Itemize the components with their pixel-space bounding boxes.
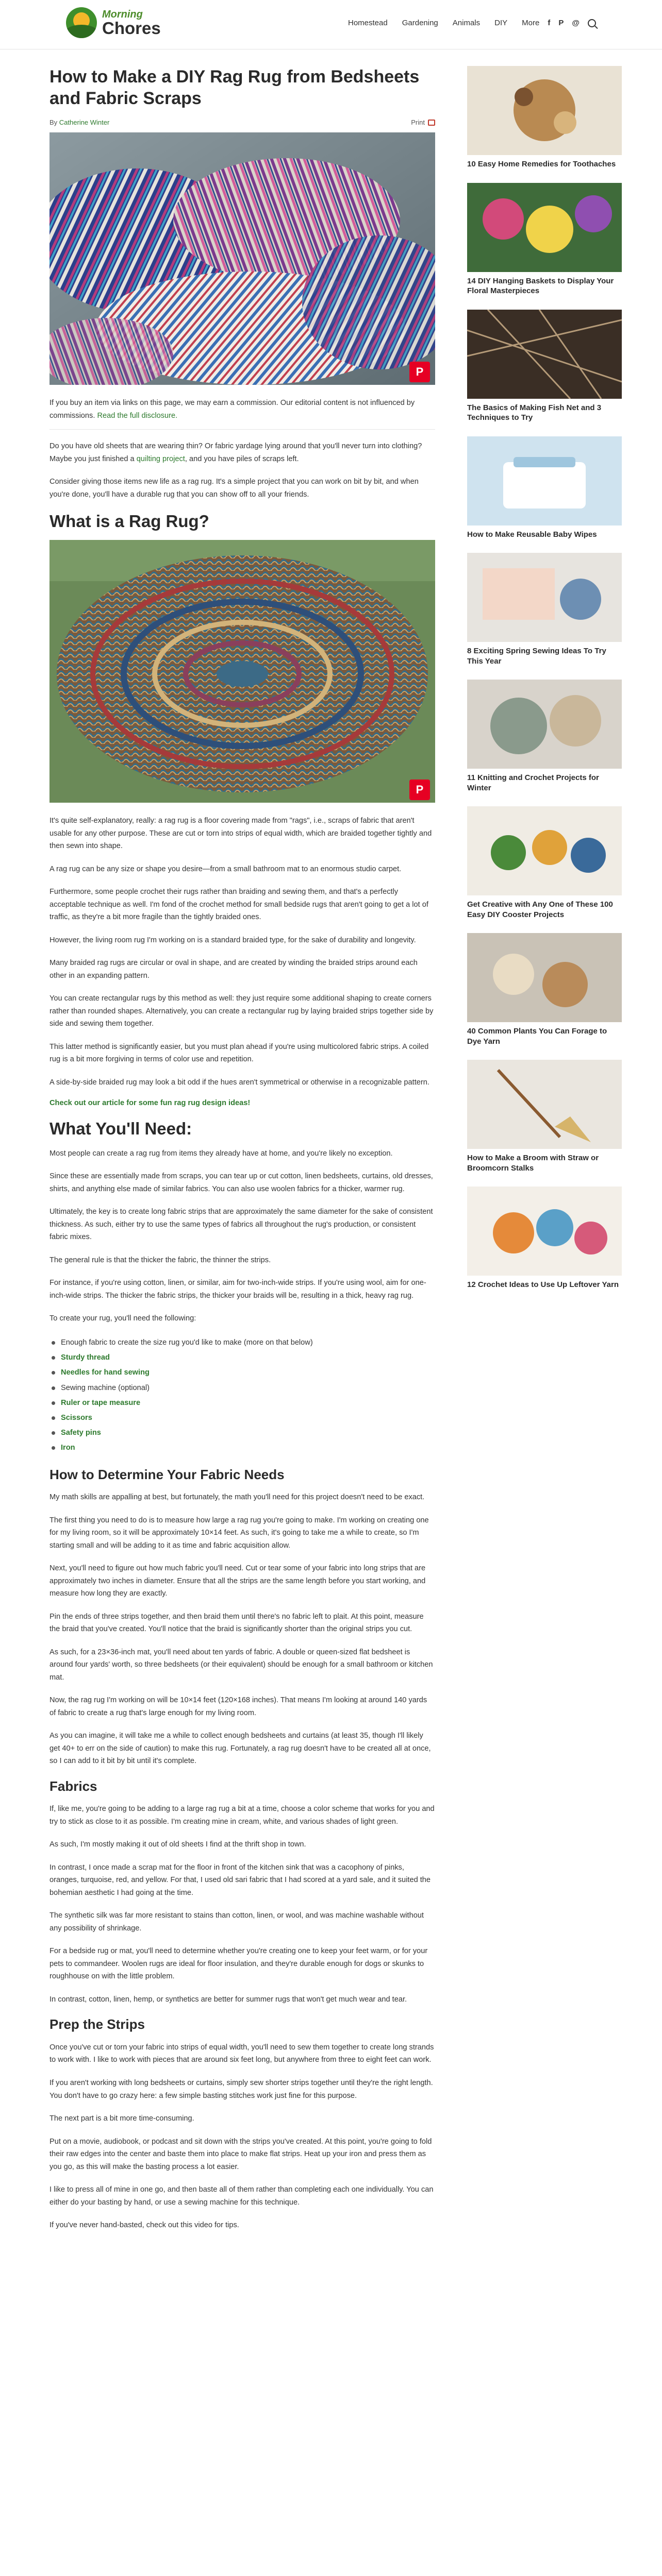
prep-paragraph: If you've never hand-basted, check out this video for tips. (49, 2221, 239, 2230)
needles-link[interactable]: Needles for hand sewing (61, 1368, 150, 1377)
rolled-rugs-photo (49, 132, 435, 385)
materials-list (49, 1335, 435, 1456)
card-thumbnail (467, 1187, 622, 1276)
print-label: Print (411, 118, 425, 127)
nav-diy[interactable]: DIY (494, 19, 508, 27)
main-nav (334, 19, 596, 27)
card-title: How to Make a Broom with Straw or Broomcorn Stalks (467, 1154, 599, 1173)
hero-image (49, 132, 435, 387)
card-thumbnail (467, 680, 622, 769)
sidebar-card[interactable] (467, 1187, 622, 1290)
what-paragraph: This latter method is significantly easier, but you must plan ahead if you're using multicolored fabric strips. A coiled rug is a bit more forgiving in terms of color use and repetition. (49, 1042, 429, 1064)
need-paragraph: Most people can create a rag rug from items they already have at home, and you're likely no exception. (49, 1149, 393, 1158)
card-title: 40 Common Plants You Can Forage to Dye Yarn (467, 1027, 607, 1046)
article (49, 66, 435, 2242)
card-title: The Basics of Making Fish Net and 3 Techniques to Try (467, 403, 602, 422)
card-thumbnail (467, 553, 622, 642)
sidebar-card[interactable] (467, 436, 622, 540)
card-title: 10 Easy Home Remedies for Toothaches (467, 160, 616, 168)
prep-paragraph: I like to press all of mine in one go, and then baste all of them rather than completing each one individually. You can either do your basting by hand, or use a sewing machine for this technique. (49, 2185, 434, 2207)
card-thumbnail (467, 933, 622, 1022)
determine-paragraph: Pin the ends of three strips together, and then braid them until there's no fabric left to plait. At this point, measure the braid that you've created. You'll notice that the braid is significantly shorter than the original strips you cut. (49, 1612, 424, 1634)
sidebar (467, 66, 622, 1303)
card-title: Get Creative with Any One of These 100 Easy DIY Cooster Projects (467, 900, 613, 919)
prep-paragraph: Put on a movie, audiobook, or podcast and sit down with the strips you've created. At this point, you're going to fold their raw edges into the center and baste them into place to make flat strips. Heat up your iron and press them as you go, as this will make the basting process a lot easier. (49, 2137, 432, 2171)
card-thumbnail (467, 1060, 622, 1149)
sidebar-card[interactable] (467, 1060, 622, 1173)
card-thumbnail (467, 436, 622, 526)
card-title: 12 Crochet Ideas to Use Up Leftover Yarn (467, 1280, 619, 1289)
heading-what-is-rag-rug: What is a Rag Rug? (49, 512, 209, 531)
determine-paragraph: The first thing you need to do is to measure how large a rag rug you're going to make. I'm working on creating one for my living room, so it will be approximately 10×14 feet. As such, it's going to take me a while to create, so I'm starting small and will be adding to it as time and fabric acquisition allow. (49, 1516, 429, 1550)
byline (49, 118, 435, 126)
fabrics-paragraph: In contrast, I once made a scrap mat for the floor in front of the kitchen sink that was a cacophony of pinks, oranges, turquoise, red, and yellow. For that, I used old sari fabric that I had scored at a yard sale, and it suited the bohemian aesthetic I had going at the time. (49, 1863, 431, 1897)
article-title: How to Make a DIY Rag Rug from Bedsheets and Fabric Scraps (49, 67, 420, 109)
sidebar-card[interactable] (467, 933, 622, 1046)
author-link[interactable]: Catherine Winter (59, 118, 110, 127)
what-paragraph: A rag rug can be any size or shape you desire—from a small bathroom mat to an enormous studio carpet. (49, 865, 402, 873)
heading-fabric-needs: How to Determine Your Fabric Needs (49, 1466, 285, 1482)
sidebar-card[interactable] (467, 806, 622, 920)
determine-paragraph: Now, the rag rug I'm working on will be 10×14 feet (120×168 inches). That means I'm looking at around 140 yards of fabric to create a rug that's large enough for my living room. (49, 1696, 427, 1717)
determine-paragraph: As you can imagine, it will take me a while to collect enough bedsheets and curtains (at least 35, though I'll likely get 40+ to err on the side of caution) to make this rug. Fortunately, a rag rug doesn't have to be created all at once, so I can add to it bit by bit until it's complete. (49, 1732, 431, 1766)
rag-rug-image (49, 540, 435, 805)
need-paragraph: The general rule is that the thicker the fabric, the thinner the strips. (49, 1256, 271, 1264)
intro-paragraph-1: Do you have old sheets that are wearing thin? Or fabric yardage lying around that you'll never turn into clothing? Maybe you just finished a quilting project, and you have piles of scraps left. (49, 442, 422, 463)
card-title: How to Make Reusable Baby Wipes (467, 530, 597, 539)
fabrics-paragraph: For a bedside rug or mat, you'll need to determine whether you're creating one to keep your feet warm, or for your pets to commandeer. Woolen rugs are ideal for floor insulation, and they're durable enough for dogs or skunks to roughhouse on with the little problem. (49, 1947, 428, 1981)
intro-paragraph-2: Consider giving those items new life as a rag rug. It's a simple project that you can work on bit by bit, and when you're done, you'll have a durable rug that you can show off to all your friends. (49, 478, 419, 499)
nav-gardening[interactable]: Gardening (402, 19, 438, 27)
list-item: Enough fabric to create the size rug you'd like to make (more on that below) (49, 1335, 435, 1350)
prep-paragraph: The next part is a bit more time-consuming. (49, 2114, 194, 2123)
what-paragraph: Many braided rag rugs are circular or oval in shape, and are created by winding the braided strips around each other in an expanding pattern. (49, 959, 418, 980)
what-paragraph: However, the living room rug I'm working on is a standard braided type, for the sake of durability and longevity. (49, 936, 416, 944)
fabrics-paragraph: As such, I'm mostly making it out of old sheets I find at the thrift shop in town. (49, 1840, 306, 1849)
logo-emblem (66, 7, 97, 38)
fabrics-paragraph: If, like me, you're going to be adding to a large rag rug a bit at a time, choose a color scheme that works for you and try to stick as close to it as possible. I'm creating mine in cream, white, and various shades of light green. (49, 1805, 435, 1826)
determine-paragraph: Next, you'll need to figure out how much fabric you'll need. Cut or tear some of your fabric into long strips that are approximately two inches in diameter. Ensure that all the strips are the same length before you start working, and measure how long they are exactly. (49, 1564, 426, 1598)
ruler-link[interactable]: Ruler or tape measure (61, 1398, 141, 1407)
prep-paragraph: Once you've cut or torn your fabric into strips of equal width, you'll need to sew them together to create long strands to work with. I like to work with pieces that are around six feet long, but anywhere from three to eight feet can work. (49, 2043, 434, 2064)
heading-fabrics: Fabrics (49, 1778, 97, 1794)
sidebar-card[interactable] (467, 183, 622, 296)
card-title: 14 DIY Hanging Baskets to Display Your Floral Masterpieces (467, 276, 614, 295)
disclosure: If you buy an item via links on this page, we may earn a commission. Our editorial content is not influenced by commissions. Read the full disclosure. (49, 397, 435, 430)
braided-rug-photo (49, 540, 435, 803)
determine-paragraph: As such, for a 23×36-inch mat, you'll need about ten yards of fabric. A double or queen-sized flat bedsheet is around four yards' worth, so three bedsheets (or their equivalent) should be enough for a small bathroom or kitchen mat. (49, 1648, 433, 1682)
heading-what-youll-need: What You'll Need: (49, 1119, 192, 1139)
disclosure-link[interactable]: Read the full disclosure. (97, 411, 178, 420)
list-item (49, 1396, 435, 1411)
card-thumbnail (467, 310, 622, 399)
what-paragraph: A side-by-side braided rug may look a bit odd if the hues aren't symmetrical or otherwise in a recognizable pattern. (49, 1078, 429, 1087)
need-paragraph: For instance, if you're using cotton, linen, or similar, aim for two-inch-wide strips. If you're using wool, aim for one-inch-wide strips. The thicker the fabric strips, the thicker your braids will be, resulting in a thick, heavy rag rug. (49, 1279, 426, 1300)
list-item: Sewing machine (optional) (49, 1381, 435, 1396)
prep-paragraph: If you aren't working with long bedsheets or curtains, simply sew shorter strips together until they're the right length. You don't have to go crazy here: a few simple basting stitches work just fine for this purpose. (49, 2078, 433, 2100)
search-icon[interactable] (588, 19, 596, 27)
fabrics-paragraph: In contrast, cotton, linen, hemp, or synthetics are better for summer rugs that won't get much wear and tear. (49, 1995, 407, 2004)
pinterest-icon[interactable]: P (558, 19, 564, 27)
printer-icon (428, 120, 435, 126)
card-thumbnail (467, 66, 622, 155)
sidebar-card[interactable] (467, 553, 622, 666)
list-item (49, 1411, 435, 1426)
pinterest-save-button-2[interactable]: P (409, 779, 430, 800)
sidebar-card[interactable] (467, 310, 622, 423)
scissors-link[interactable]: Scissors (61, 1413, 92, 1422)
site-header (0, 0, 662, 49)
email-icon[interactable]: @ (572, 19, 580, 27)
card-title: 8 Exciting Spring Sewing Ideas To Try This Year (467, 647, 606, 666)
heading-prep-strips: Prep the Strips (49, 2016, 145, 2032)
quilting-project-link[interactable]: quilting project (136, 454, 185, 463)
site-logo[interactable] (66, 7, 161, 38)
facebook-icon[interactable]: f (548, 19, 551, 27)
iron-link[interactable]: Iron (61, 1444, 75, 1452)
nav-homestead[interactable]: Homestead (348, 19, 388, 27)
list-item (49, 1365, 435, 1380)
safety-pins-link[interactable]: Safety pins (61, 1429, 101, 1437)
print-button[interactable] (411, 118, 435, 126)
need-paragraph: Ultimately, the key is to create long fabric strips that are approximately the same diameter for the sake of consistent thickness. As such, either try to use the same types of fabrics all throughout the rug's production, or consistent fabric mixes. (49, 1208, 433, 1242)
nav-more[interactable]: More (522, 19, 540, 27)
sidebar-card[interactable] (467, 680, 622, 793)
fabrics-paragraph: The synthetic silk was far more resistant to stains than cotton, linen, or wool, and was machine washable without any possibility of shrinkage. (49, 1911, 424, 1933)
need-paragraph: Since these are essentially made from scraps, you can tear up or cut cotton, linen bedsheets, curtains, old dresses, shirts, and anything else made of similar fabrics. You can also use woolen fabrics for a thicker, warmer rug. (49, 1172, 433, 1193)
pinterest-save-button[interactable]: P (409, 362, 430, 382)
rag-rug-design-ideas-link[interactable]: Check out our article for some fun rag rug design ideas! (49, 1099, 251, 1108)
card-thumbnail (467, 183, 622, 272)
determine-paragraph: My math skills are appalling at best, but fortunately, the math you'll need for this project doesn't need to be exact. (49, 1493, 425, 1501)
list-item (49, 1440, 435, 1455)
what-paragraph: It's quite self-explanatory, really: a rag rug is a floor covering made from "rags", i.e., scraps of fabric that aren't usable for any other purpose. These are cut or torn into strips of equal width, which are braided together tightly and then sewn into shape. (49, 817, 432, 851)
list-item (49, 1426, 435, 1440)
need-paragraph: To create your rug, you'll need the following: (49, 1314, 196, 1323)
nav-animals[interactable]: Animals (452, 19, 481, 27)
list-item (49, 1350, 435, 1365)
logo-line1: Morning (102, 8, 143, 20)
sturdy-thread-link[interactable]: Sturdy thread (61, 1353, 110, 1362)
card-thumbnail (467, 806, 622, 895)
byline-prefix: By (49, 118, 58, 127)
what-paragraph: Furthermore, some people crochet their rugs rather than braiding and sewing them, and that's a perfectly acceptable technique as well. I'm fond of the crochet method for small bedside rugs that aren't going to get a lot of traffic, as they're a bit more fragile than the tightly braided ones. (49, 888, 428, 922)
sidebar-card[interactable] (467, 66, 622, 170)
card-title: 11 Knitting and Crochet Projects for Winter (467, 773, 599, 792)
logo-line2: Chores (102, 18, 161, 38)
what-paragraph: You can create rectangular rugs by this method as well: they just require some additional shaping to create corners rather than rounded shapes. Alternatively, you can create a rectangular rug by laying braided strips together side by side and sewing them together. (49, 994, 434, 1028)
